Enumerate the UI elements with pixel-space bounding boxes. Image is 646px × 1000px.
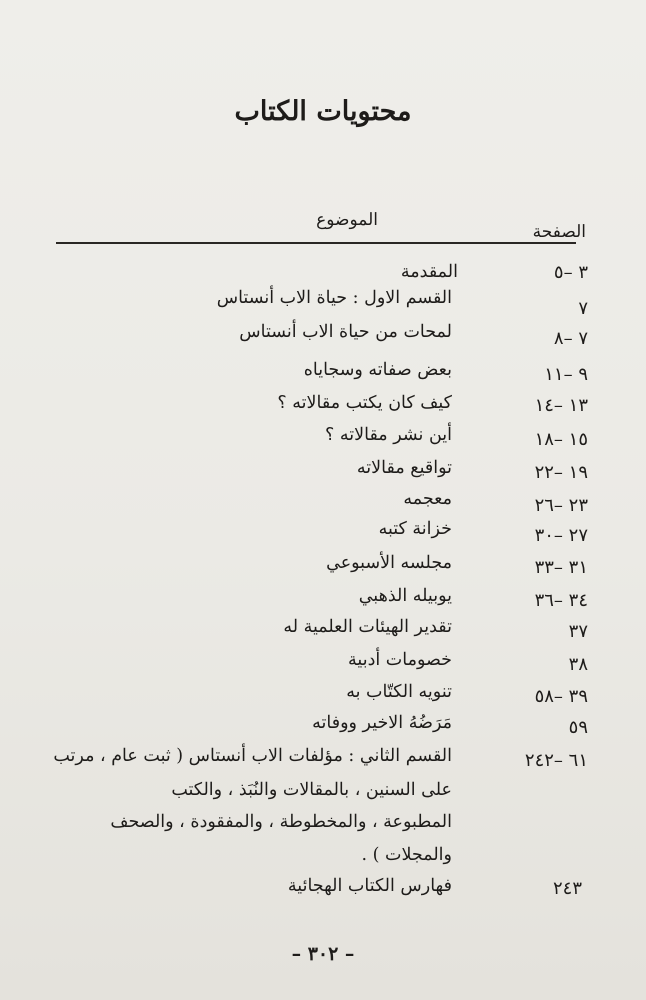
toc-row [0, 489, 646, 519]
toc-topic: تنويه الكتّاب به [346, 682, 452, 702]
toc-page-number: ٢٣ –٢٦ [534, 495, 588, 516]
toc-topic: أين نشر مقالاته ؟ [325, 425, 452, 445]
toc-topic: كيف كان يكتب مقالاته ؟ [277, 393, 452, 413]
toc-row [0, 553, 646, 583]
toc-row [0, 322, 646, 352]
toc-page-number: ٣١ –٣٣ [534, 557, 588, 578]
toc-topic: يوبيله الذهبي [358, 586, 452, 606]
toc-topic-continuation: والمجلات ) . [361, 845, 452, 865]
toc-row [0, 519, 646, 549]
toc-topic: لمحات من حياة الاب أنستاس [239, 322, 452, 342]
toc-page-number: ٣٤ –٣٦ [534, 590, 588, 611]
toc-page-number: ٦١ –٢٤٢ [524, 750, 588, 771]
toc-topic: المقدمة [400, 262, 458, 282]
toc-topic: تقدير الهيئات العلمية له [283, 617, 452, 637]
toc-page-number: ٩ –١١ [544, 364, 588, 385]
toc-page-number: ٣٨ [568, 654, 588, 675]
toc-topic: خزانة كتبه [378, 519, 452, 539]
toc-topic: معجمه [403, 489, 452, 509]
toc-row [0, 650, 646, 680]
toc-page-number: ٢٧ –٣٠ [534, 525, 588, 546]
toc-row [0, 746, 646, 776]
toc-row [0, 458, 646, 488]
toc-row [0, 682, 646, 712]
toc-page-number: ٧ –٨ [553, 328, 588, 349]
page-number-footer: – ٣٠٢ – [291, 943, 355, 965]
toc-topic: القسم الاول : حياة الاب أنستاس [216, 288, 452, 308]
toc-topic: مَرَضُهُ الاخير ووفاته [312, 713, 452, 733]
toc-topic: مجلسه الأسبوعي [326, 553, 452, 573]
toc-row [0, 617, 646, 647]
toc-page-number: ٣٩ –٥٨ [534, 686, 588, 707]
toc-page-number: ٣ –٥ [553, 262, 588, 283]
toc-row [0, 393, 646, 423]
toc-page-number: ١٩ –٢٢ [534, 462, 588, 483]
header-divider [56, 242, 576, 244]
toc-page-number: ٥٩ [568, 717, 588, 738]
page-column-header: الصفحة [532, 222, 586, 242]
toc-row [0, 586, 646, 616]
toc-topic: خصومات أدبية [348, 650, 452, 670]
toc-row [0, 425, 646, 455]
toc-topic: تواقيع مقالاته [356, 458, 452, 478]
toc-topic: فهارس الكتاب الهجائية [287, 876, 452, 896]
toc-page-number: ٢٤٣ [552, 878, 582, 899]
toc-row [0, 288, 646, 318]
toc-page-number: ١٣ –١٤ [534, 395, 588, 416]
page-title: محتويات الكتاب [234, 96, 412, 127]
toc-page-number: ٧ [578, 298, 588, 319]
toc-row [0, 360, 646, 390]
toc-row [0, 713, 646, 743]
toc-topic: القسم الثاني : مؤلفات الاب أنستاس ( ثبت عام ، مرتب [53, 746, 452, 766]
toc-page-number: ١٥ –١٨ [534, 429, 588, 450]
toc-row [0, 876, 646, 906]
toc-page-number: ٣٧ [568, 621, 588, 642]
toc-topic-continuation: على السنين ، بالمقالات والنُبَذ ، والكتب [171, 780, 452, 800]
toc-topic-continuation: المطبوعة ، والمخطوطة ، والمفقودة ، والصحف [110, 812, 452, 832]
topic-column-header: الموضوع [316, 210, 378, 230]
toc-topic: بعض صفاته وسجاياه [303, 360, 452, 380]
